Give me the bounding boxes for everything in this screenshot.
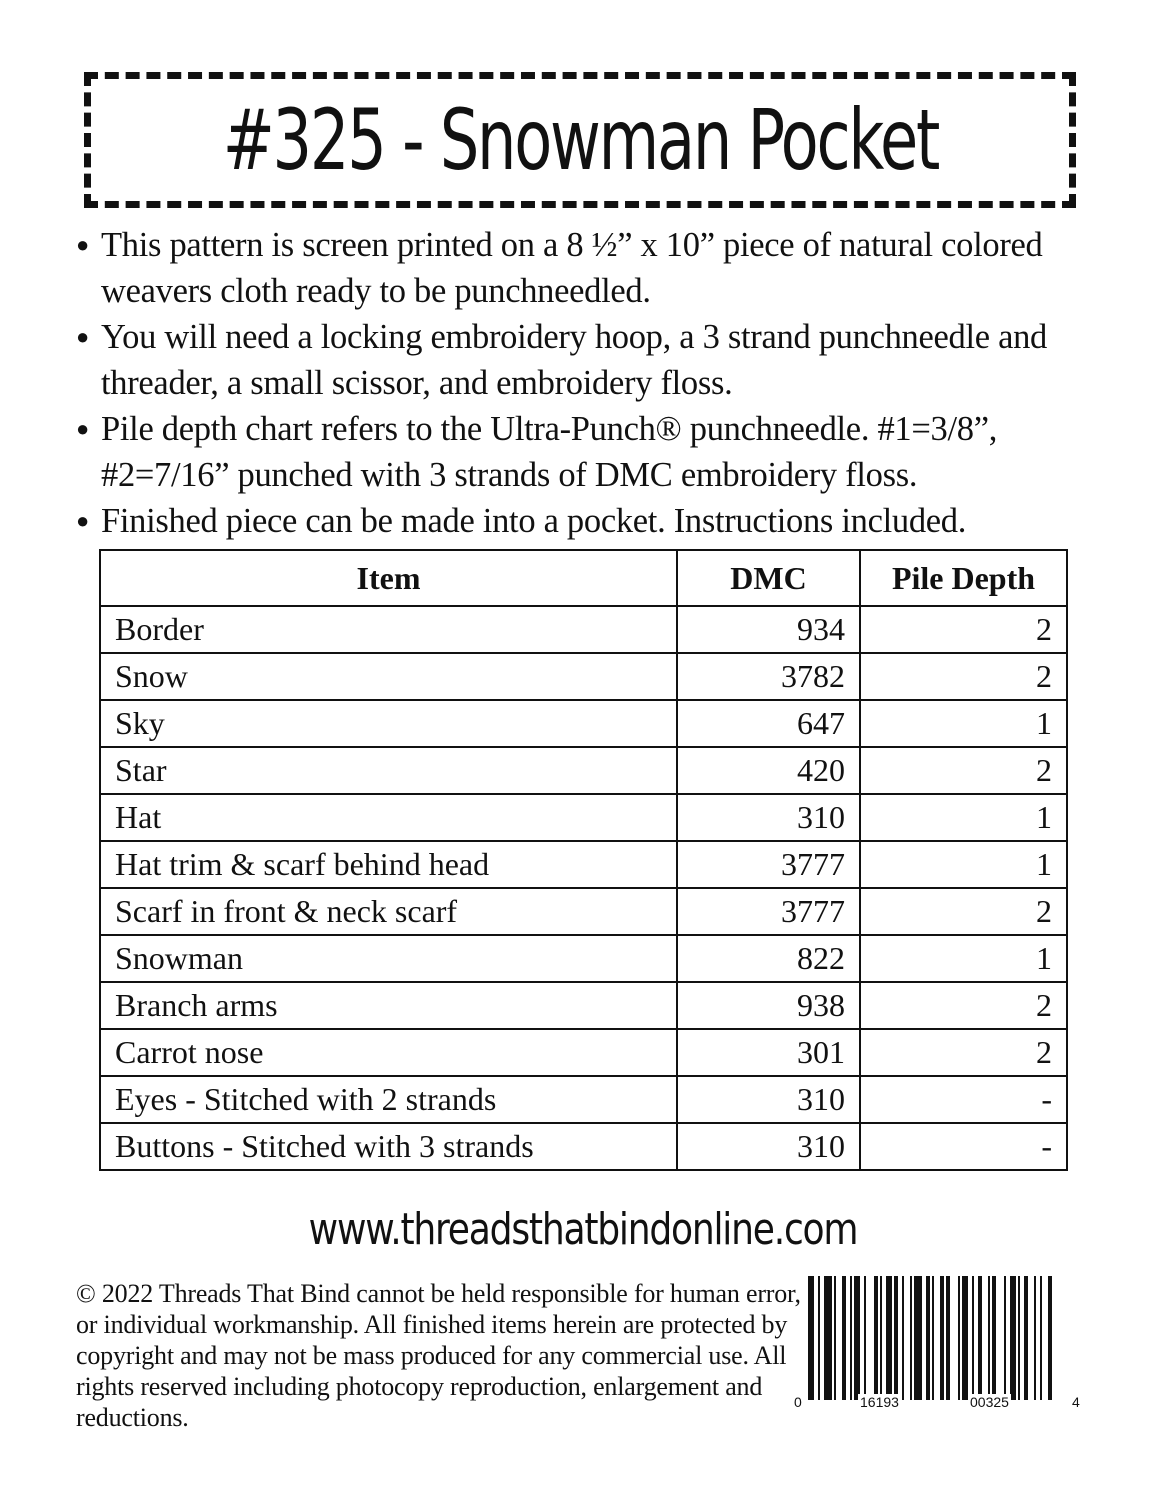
item-cell: Branch arms	[100, 982, 677, 1029]
item-cell: Eyes - Stitched with 2 strands	[100, 1076, 677, 1123]
dmc-cell: 934	[677, 606, 860, 653]
barcode-bar	[808, 1276, 814, 1400]
barcode-bar	[940, 1276, 944, 1400]
table-row	[100, 700, 1067, 747]
barcode-bar	[1024, 1276, 1028, 1400]
barcode-bar	[894, 1276, 898, 1400]
instruction-item: ● You will need a locking embroidery hoop, a 3 strand punchneedle and threader, a small scissor, and embroidery floss.	[76, 314, 1116, 406]
barcode-bar	[824, 1276, 832, 1400]
item-cell: Hat	[100, 794, 677, 841]
floss-table	[99, 549, 1068, 1171]
bullet-icon: ●	[76, 416, 89, 441]
pile-depth-cell: -	[860, 1076, 1067, 1123]
barcode-bar	[880, 1276, 882, 1400]
item-cell: Snowman	[100, 935, 677, 982]
dmc-cell: 420	[677, 747, 860, 794]
bullet-icon: ●	[76, 232, 89, 257]
barcode-group-1: 16193	[860, 1394, 899, 1410]
dmc-cell: 938	[677, 982, 860, 1029]
pile-depth-cell: 2	[860, 606, 1067, 653]
barcode-bar	[946, 1276, 950, 1400]
barcode-bar	[1040, 1276, 1042, 1400]
dmc-cell: 3777	[677, 888, 860, 935]
pile-depth-cell: 2	[860, 747, 1067, 794]
table-row	[100, 794, 1067, 841]
col-header-pile-depth: Pile Depth	[860, 550, 1067, 606]
copyright-notice: © 2022 Threads That Bind cannot be held responsible for human error, or individual workmanship. All finished items herein are protected by copyright and may not be mass produced for any commercial use. All rights reserved including photocopy reproduction, enlargement and reductions.	[76, 1279, 801, 1432]
col-header-item: Item	[100, 550, 677, 606]
item-cell: Scarf in front & neck scarf	[100, 888, 677, 935]
pile-depth-cell: 1	[860, 700, 1067, 747]
table-row	[100, 747, 1067, 794]
pile-depth-cell: 2	[860, 1029, 1067, 1076]
barcode-bar	[1034, 1276, 1036, 1400]
pile-depth-cell: 1	[860, 794, 1067, 841]
instruction-item: ● Finished piece can be made into a pocket. Instructions included.	[76, 498, 1116, 544]
instructions-list	[76, 222, 1116, 544]
barcode-bar	[1010, 1276, 1016, 1400]
table-row	[100, 1123, 1067, 1170]
barcode-bar	[818, 1276, 820, 1400]
page-title: #325 - Snowman Pocket	[222, 91, 938, 189]
dmc-cell: 3777	[677, 841, 860, 888]
item-cell: Sky	[100, 700, 677, 747]
barcode-bar	[972, 1276, 974, 1400]
barcode-bar	[874, 1276, 878, 1400]
pile-depth-cell: 1	[860, 935, 1067, 982]
item-cell: Carrot nose	[100, 1029, 677, 1076]
instruction-item: ● This pattern is screen printed on a 8 ½” x 10” piece of natural colored weavers cloth ready to be punchneedled.	[76, 222, 1116, 314]
barcode-bar	[1018, 1276, 1020, 1400]
item-cell: Hat trim & scarf behind head	[100, 841, 677, 888]
col-header-dmc: DMC	[677, 550, 860, 606]
barcode-bar	[1048, 1276, 1052, 1400]
instruction-item: ● Pile depth chart refers to the Ultra-Punch® punchneedle. #1=3/8”, #2=7/16” punched with 3 strands of DMC embroidery floss.	[76, 406, 1116, 498]
dmc-cell: 647	[677, 700, 860, 747]
barcode-bar	[850, 1276, 852, 1400]
barcode-bar	[992, 1276, 996, 1400]
barcode-bar	[926, 1276, 930, 1400]
barcode-bar	[1004, 1276, 1006, 1400]
table-row	[100, 653, 1067, 700]
table-header-row	[100, 550, 1067, 606]
dmc-cell: 310	[677, 1076, 860, 1123]
barcode-group-2: 00325	[970, 1394, 1009, 1410]
pile-depth-cell: 1	[860, 841, 1067, 888]
barcode-bar	[834, 1276, 836, 1400]
pile-depth-cell: 2	[860, 653, 1067, 700]
barcode-bar	[932, 1276, 934, 1400]
dmc-cell: 822	[677, 935, 860, 982]
dmc-cell: 310	[677, 1123, 860, 1170]
table-row	[100, 606, 1067, 653]
barcode	[794, 1276, 1080, 1416]
dmc-cell: 3782	[677, 653, 860, 700]
barcode-bar	[902, 1276, 904, 1400]
table-row	[100, 841, 1067, 888]
item-cell: Border	[100, 606, 677, 653]
barcode-bar	[854, 1276, 860, 1400]
pile-depth-cell: 2	[860, 982, 1067, 1029]
barcode-bar	[958, 1276, 960, 1400]
table-row	[100, 935, 1067, 982]
item-cell: Snow	[100, 653, 677, 700]
table-row	[100, 1029, 1067, 1076]
barcode-bar	[842, 1276, 846, 1400]
website-link[interactable]: www.threadsthatbindonline.com	[308, 1204, 858, 1255]
bullet-icon: ●	[76, 324, 89, 349]
item-cell: Star	[100, 747, 677, 794]
bullet-icon: ●	[76, 508, 89, 533]
pile-depth-cell: 2	[860, 888, 1067, 935]
title-frame	[84, 72, 1076, 208]
barcode-bar	[962, 1276, 968, 1400]
barcode-bar	[886, 1276, 892, 1400]
barcode-bars-icon	[808, 1276, 1078, 1400]
pile-depth-cell: -	[860, 1123, 1067, 1170]
barcode-digit-left: 0	[794, 1394, 802, 1410]
table-row	[100, 1076, 1067, 1123]
barcode-bar	[910, 1276, 912, 1400]
barcode-bar	[914, 1276, 922, 1400]
barcode-bar	[864, 1276, 866, 1400]
item-cell: Buttons - Stitched with 3 strands	[100, 1123, 677, 1170]
barcode-digit-right: 4	[1072, 1394, 1080, 1410]
barcode-bar	[988, 1276, 990, 1400]
table-row	[100, 982, 1067, 1029]
dmc-cell: 301	[677, 1029, 860, 1076]
table-row	[100, 888, 1067, 935]
dmc-cell: 310	[677, 794, 860, 841]
barcode-bar	[978, 1276, 982, 1400]
